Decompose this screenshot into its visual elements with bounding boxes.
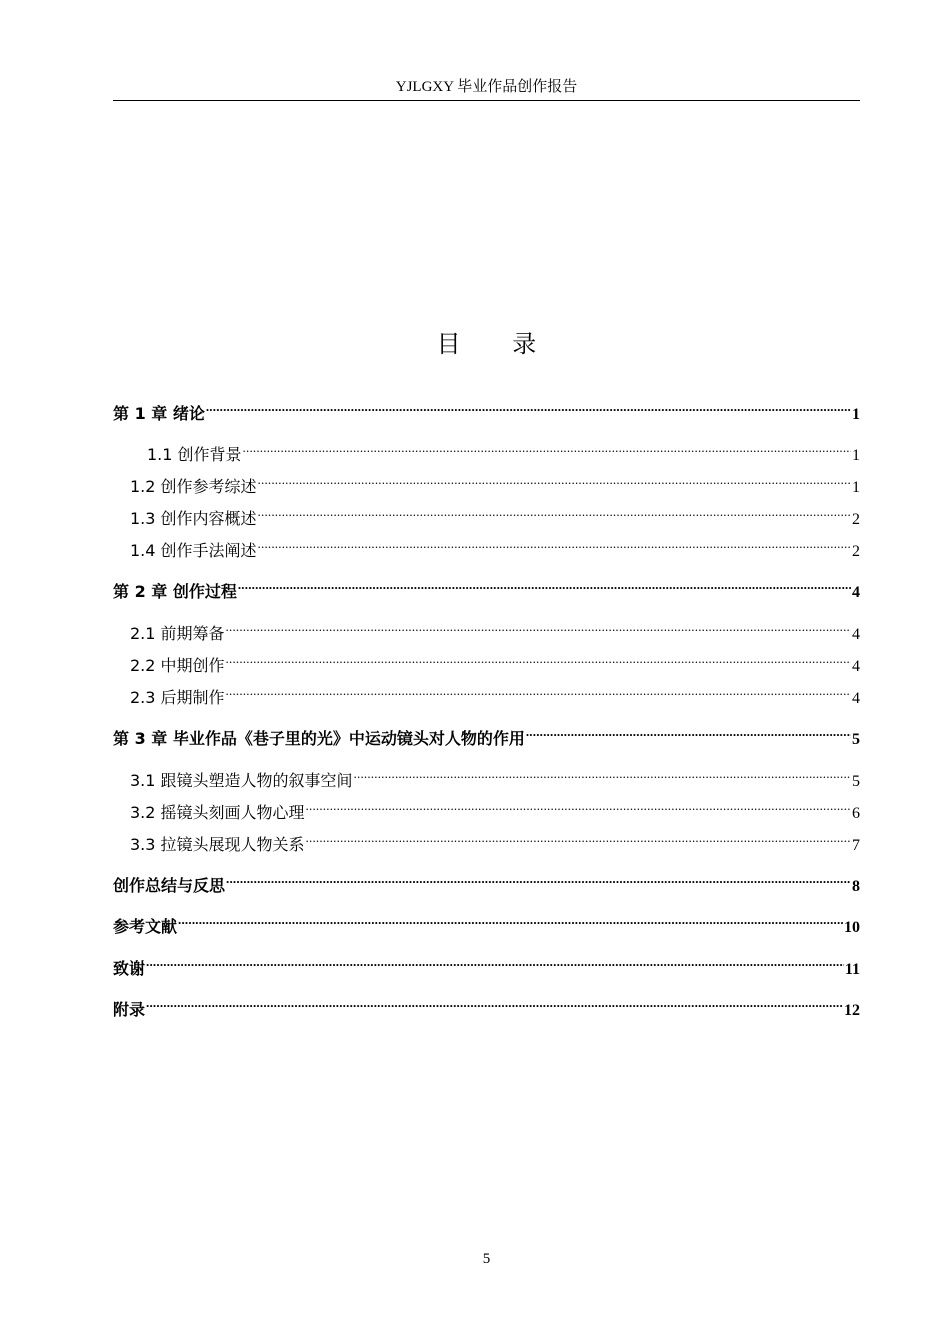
toc-entry-page: 5 [852,773,860,790]
toc-entry-page: 2 [852,543,860,560]
toc-entry-label: 附录 [113,1000,146,1019]
toc-entry-label: 3.1 跟镜头塑造人物的叙事空间 [130,771,353,790]
toc-leader-dots [226,647,851,671]
toc-entry-3-3[interactable] [130,826,860,854]
toc-entry-chapter-3[interactable] [113,720,860,748]
toc-entry-page: 4 [852,658,860,675]
toc-leader-dots [258,532,851,556]
toc-entry-label: 1.1 创作背景 [147,445,242,464]
toc-leader-dots [258,500,851,524]
toc-entry-references[interactable] [113,908,860,936]
page-header: YJLGXY 毕业作品创作报告 [395,79,578,95]
toc-title: 目 录 [436,330,559,358]
toc-entry-1-2[interactable] [130,468,860,496]
toc-entry-label: 3.3 拉镜头展现人物关系 [130,835,305,854]
toc-entry-label: 致谢 [113,959,146,978]
toc-leader-dots [243,436,851,460]
toc-entry-page: 4 [852,584,860,601]
toc-entry-label: 2.3 后期制作 [130,688,225,707]
toc-entry-page: 4 [852,690,860,707]
toc-entry-label: 创作总结与反思 [113,876,226,895]
toc-entry-2-2[interactable] [130,647,860,675]
toc-entry-1-1[interactable] [147,436,860,464]
page-number: 5 [482,1251,491,1267]
toc-leader-dots [526,720,851,744]
toc-entry-page: 1 [852,447,860,464]
toc-leader-dots [206,395,851,419]
toc-entry-page: 1 [852,406,860,423]
toc-entry-page: 6 [852,805,860,822]
toc-entry-label: 参考文献 [113,917,178,936]
toc-entry-1-4[interactable] [130,532,860,560]
toc-entry-chapter-1[interactable] [113,395,860,423]
toc-entry-page: 10 [844,919,860,936]
toc-leader-dots [306,794,851,818]
toc-entry-label: 2.2 中期创作 [130,656,225,675]
toc-entry-2-3[interactable] [130,679,860,707]
toc-leader-dots [146,991,843,1015]
toc-entry-appendix[interactable] [113,991,860,1019]
toc-entry-label: 1.4 创作手法阐述 [130,541,257,560]
toc-entry-label: 第 3 章 毕业作品《巷子里的光》中运动镜头对人物的作用 [113,729,525,748]
toc-leader-dots [306,826,851,850]
toc-entry-1-3[interactable] [130,500,860,528]
toc-entry-page: 8 [852,878,860,895]
toc-entry-label: 1.2 创作参考综述 [130,477,257,496]
toc-leader-dots [226,615,851,639]
toc-entry-page: 5 [852,731,860,748]
toc-leader-dots [146,950,844,974]
toc-entry-3-1[interactable] [130,762,860,790]
toc-entry-label: 2.1 前期筹备 [130,624,225,643]
toc-entry-page: 11 [844,961,860,978]
toc-leader-dots [354,762,851,786]
toc-entry-chapter-2[interactable] [113,573,860,601]
toc-leader-dots [258,468,851,492]
toc-entry-label: 第 1 章 绪论 [113,404,205,423]
toc-entry-page: 7 [852,837,860,854]
toc-entry-page: 12 [844,1002,860,1019]
toc-entry-label: 第 2 章 创作过程 [113,582,237,601]
toc-leader-dots [226,679,851,703]
toc-entry-label: 3.2 摇镜头刻画人物心理 [130,803,305,822]
toc-entry-label: 1.3 创作内容概述 [130,509,257,528]
toc-entry-2-1[interactable] [130,615,860,643]
toc-leader-dots [238,573,851,597]
toc-entry-acknowledgements[interactable] [113,950,860,978]
toc-entry-page: 1 [852,479,860,496]
toc-entry-page: 2 [852,511,860,528]
toc-entry-3-2[interactable] [130,794,860,822]
toc-leader-dots [226,867,851,891]
toc-leader-dots [178,908,843,932]
toc-entry-summary[interactable] [113,867,860,895]
toc-entry-page: 4 [852,626,860,643]
